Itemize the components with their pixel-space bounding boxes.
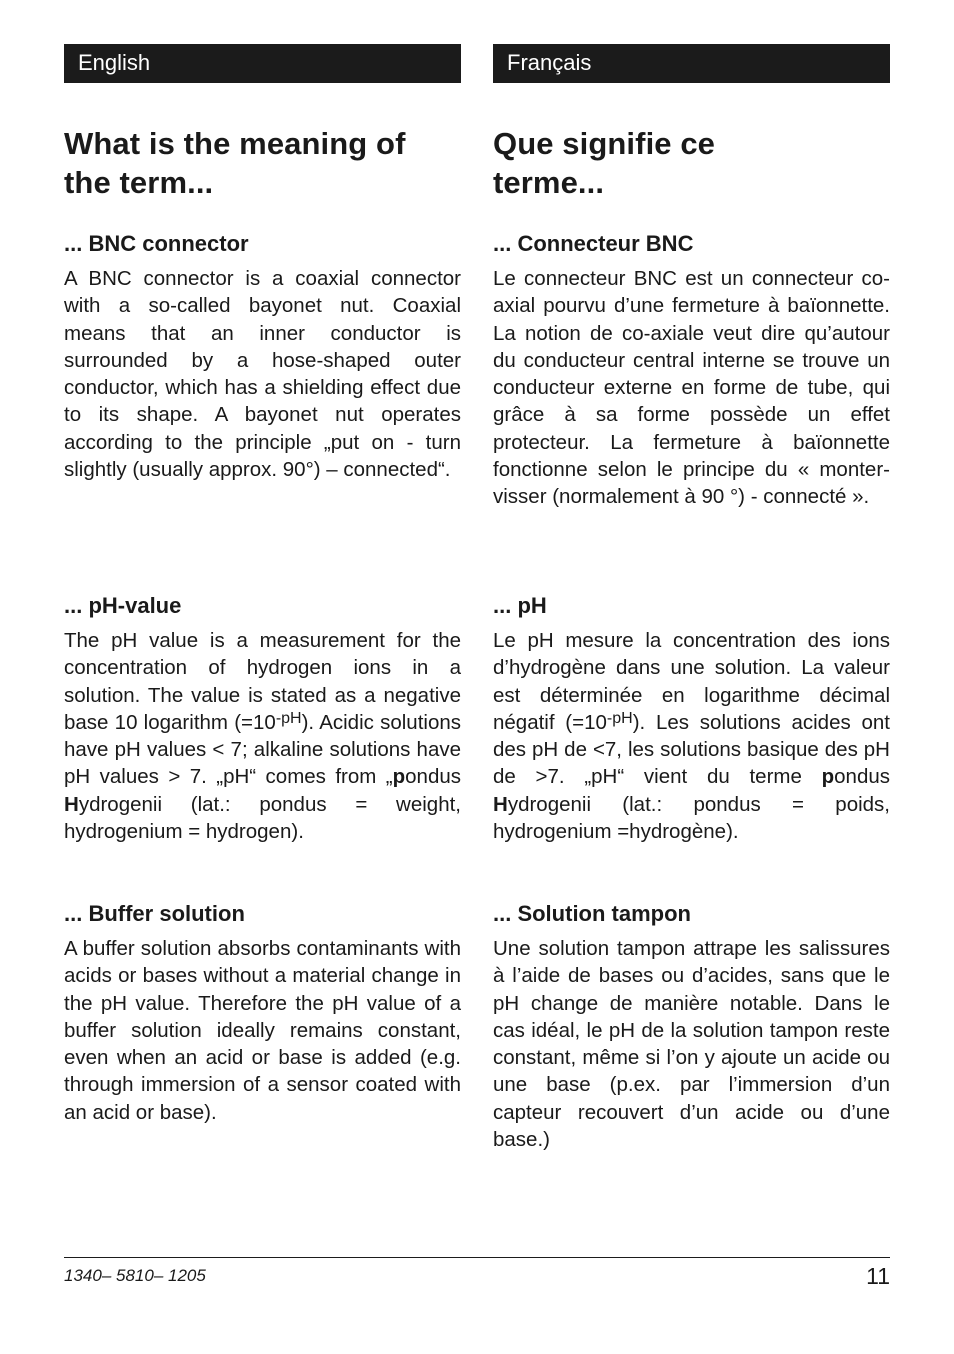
section-heading: ... Buffer solution bbox=[64, 901, 245, 926]
section-heading: ... pH-value bbox=[64, 593, 182, 618]
section-body: The pH value is a measurement for the concentration of hydrogen ions in a solution. The value is stated as a negative base 10 logarithm $(=10^{-pH})$. Acidic solutions have pH values < 7; alkaline solutions have pH values > 7. „pH“ comes from „pondus Hydrogenii (lat.: pondus = weight, hydrogenium = hydrogen). bbox=[64, 629, 461, 844]
section-heading: ... Solution tampon bbox=[493, 901, 691, 926]
superscript-exponent: -pH bbox=[606, 709, 633, 727]
section-solution-tampon bbox=[493, 900, 890, 1153]
section-heading: ... pH bbox=[493, 593, 547, 618]
superscript-exponent: -pH bbox=[275, 709, 302, 727]
section-ph-value bbox=[64, 592, 461, 845]
english-column bbox=[64, 44, 461, 1124]
section-body: Une solution tampon attrape les salissures à l’aide de bases ou d’acides, sans que le pH change de manière notable. Dans le cas idéal, le pH de la solution tampon reste constant, même si l’on y ajoute un acide ou une base (p.ex. par l’immersion d’un capteur recouvert d’un acide ou d’une base.) bbox=[493, 937, 890, 1152]
section-connecteur-bnc bbox=[493, 230, 890, 511]
language-header-french: Français bbox=[493, 44, 890, 83]
section-body: Le connecteur BNC est un connecteur co-axial pourvu d’une fermeture à baïonnette. La notion de co-axiale veut dire qu’autour du conducteur central interne se trouve un conducteur externe en forme de tube, qui grâce à sa forme possède un effet protecteur. La fermeture à baïonnette fonctionne selon le principe du « monter- visser (normalement à 90 °) - connecté ». bbox=[493, 267, 890, 509]
section-ph bbox=[493, 592, 890, 845]
section-body: Le pH mesure la concentration des ions d’hydrogène dans une solution. La valeur est déterminée en logarithme décimal négatif $(=10^{-pH})$. Les solutions acides ont des pH de <7, les solutions basique des pH de >7. „pH“ vient du terme pondus Hydrogenii (lat.: pondus = poids, hydrogenium =hydrogène). bbox=[493, 629, 890, 844]
section-heading: ... BNC connector bbox=[64, 231, 249, 256]
page-number: 11 bbox=[866, 1263, 890, 1289]
language-header-english: English bbox=[64, 44, 461, 83]
document-number: 1340– 5810– 1205 bbox=[64, 1266, 206, 1285]
french-column bbox=[493, 44, 890, 1152]
section-heading: ... Connecteur BNC bbox=[493, 231, 694, 256]
footer-divider bbox=[64, 1257, 890, 1258]
section-bnc-connector bbox=[64, 230, 461, 483]
section-body: A buffer solution absorbs contaminants with acids or bases without a material change in the pH value. Therefore the pH value of a buffer solution ideally remains constant, even when an acid or base is added (e.g. through immersion of a sensor coated with an acid or base). bbox=[64, 937, 461, 1124]
section-buffer-solution bbox=[64, 900, 461, 1126]
section-body: A BNC connector is a coaxial connector with a so-called bayonet nut. Coaxial means that an inner conductor is surrounded by a hose-shaped outer conductor, which has a shielding effect due to its shape. A bayonet nut operates according to the principle „put on - turn slightly (usually approx. 90°) – connected“. bbox=[64, 267, 461, 482]
page-title-english: What is the meaning of the term... bbox=[64, 126, 406, 200]
page-title-french: Que signifie ce terme... bbox=[493, 126, 716, 200]
